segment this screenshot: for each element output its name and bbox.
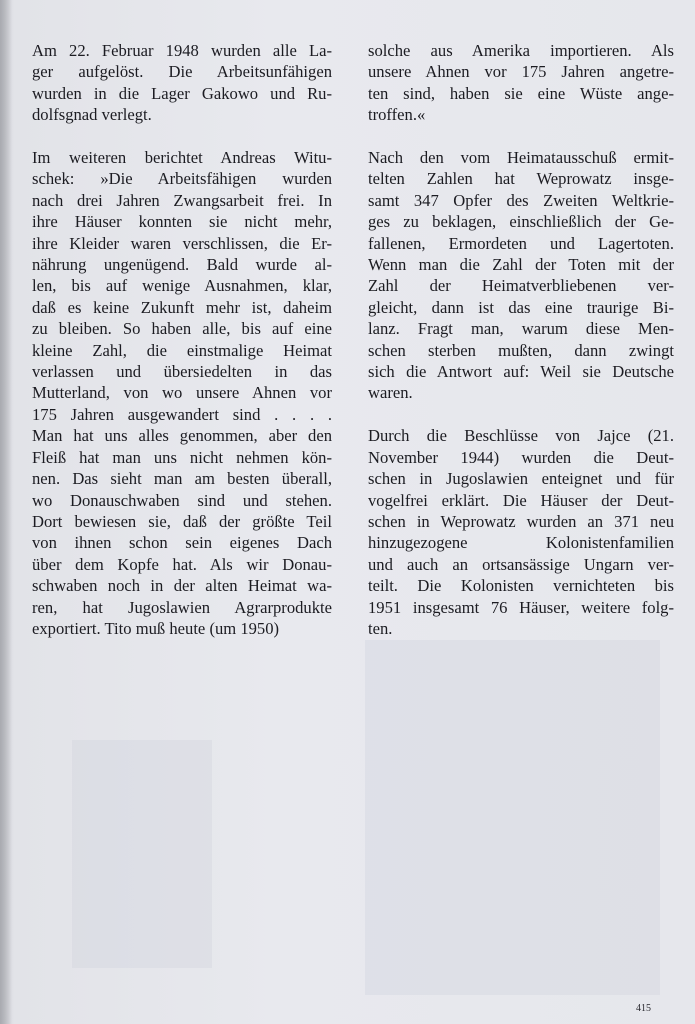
text-line: troffen.« [368,105,426,125]
show-through-image-left [72,740,212,968]
text-line: Am 22. Februar 1948 wurden alle La- [32,41,332,60]
text-line: Mutterland, von wo unsere Ahnen vor [32,383,332,403]
text-line: daß es keine Zukunft mehr ist, daheim [32,297,332,317]
text-line: telten Zahlen hat Weprowatz insge- [368,169,674,189]
text-line: zu bleiben. So haben alle, bis auf eine [32,319,332,339]
text-line: samt 347 Opfer des Zweiten Weltkrie- [368,190,674,210]
text-line: ten sind, haben sie eine Wüste ange- [368,83,674,103]
text-line: über dem Kopfe hat. Als wir Donau- [32,554,332,574]
text-line: Fleiß hat man uns nicht nehmen kön- [32,447,332,467]
text-line: len, bis auf wenige Ausnahmen, klar, [32,276,332,296]
text-line: waren. [368,383,413,403]
text-line: schek: »Die Arbeitsfähigen wurden [32,169,332,189]
left-column [32,40,332,661]
text-line: Im weiteren berichtet Andreas Witu- [32,148,332,168]
text-line: ihre Kleider waren verschlissen, die Er- [32,233,332,253]
text-line: unsere Ahnen vor 175 Jahren angetre- [368,62,674,82]
text-line: schen in Jugoslawien enteignet und für [368,469,674,489]
text-line: exportiert. Tito muß heute (um 1950) [32,618,280,638]
text-line: wurden in die Lager Gakowo und Ru- [32,83,332,103]
paragraph [368,147,674,404]
text-line: Wenn man die Zahl der Toten mit der [368,255,674,275]
text-line: Dort bewiesen sie, daß der größte Teil [32,511,332,531]
gutter-shadow [0,0,12,1024]
text-line: nen. Das sieht man am besten überall, [32,469,332,489]
text-line: teilt. Die Kolonisten vernichteten bis [368,576,674,596]
text-line: dolfsgnad verlegt. [32,105,152,125]
text-line: schen sterben mußten, dann zwingt [368,340,674,360]
paragraph [32,40,332,126]
text-line: schen in Weprowatz wurden an 371 neu [368,511,674,531]
text-line: kleine Zahl, die einstmalige Heimat [32,340,332,360]
text-line: 1951 insgesamt 76 Häuser, weitere folg- [368,597,674,617]
text-line: ren, hat Jugoslawien Agrarprodukte [32,597,332,617]
text-line: ihre Häuser konnten sie nicht mehr, [32,212,332,232]
text-line: November 1944) wurden die Deut- [368,447,674,467]
text-line: fallenen, Ermordeten und Lagertoten. [368,233,674,253]
text-line: vogelfrei erklärt. Die Häuser der Deut- [368,490,674,510]
text-line: sich die Antwort auf: Weil sie Deutsche [368,362,674,382]
text-line: 175 Jahren ausgewandert sind . . . . [32,404,332,424]
show-through-image-right [365,640,660,995]
paragraph [368,425,674,639]
text-line: nährung ungenügend. Bald wurde al- [32,255,332,275]
text-line: Durch die Beschlüsse von Jajce (21. [368,426,674,446]
text-line: Man hat uns alles genommen, aber den [32,426,332,446]
text-line: schwaben noch in der alten Heimat wa- [32,576,332,596]
text-line: solche aus Amerika importieren. Als [368,41,674,60]
text-line: nach drei Jahren Zwangsarbeit frei. In [32,190,332,210]
text-line: ten. [368,618,393,638]
page-number: 415 [636,1003,651,1014]
text-line: lanz. Fragt man, warum diese Men- [368,319,674,339]
text-line: ges zu beklagen, einschließlich der Ge- [368,212,674,232]
text-line: hinzugezogene Kolonistenfamilien [368,533,674,553]
paragraph [368,40,674,126]
text-line: Zahl der Heimatverbliebenen ver- [368,276,674,296]
text-line: von ihnen schon sein eigenes Dach [32,533,332,553]
paragraph [32,147,332,639]
text-line: Nach den vom Heimatausschuß ermit- [368,148,674,168]
text-line: wo Donauschwaben sind und stehen. [32,490,332,510]
right-column [368,40,674,661]
text-line: gleicht, dann ist das eine traurige Bi- [368,297,674,317]
text-line: und auch an ortsansässige Ungarn ver- [368,554,674,574]
text-line: verlassen und übersiedelten in das [32,362,332,382]
text-line: ger aufgelöst. Die Arbeitsunfähigen [32,62,332,82]
